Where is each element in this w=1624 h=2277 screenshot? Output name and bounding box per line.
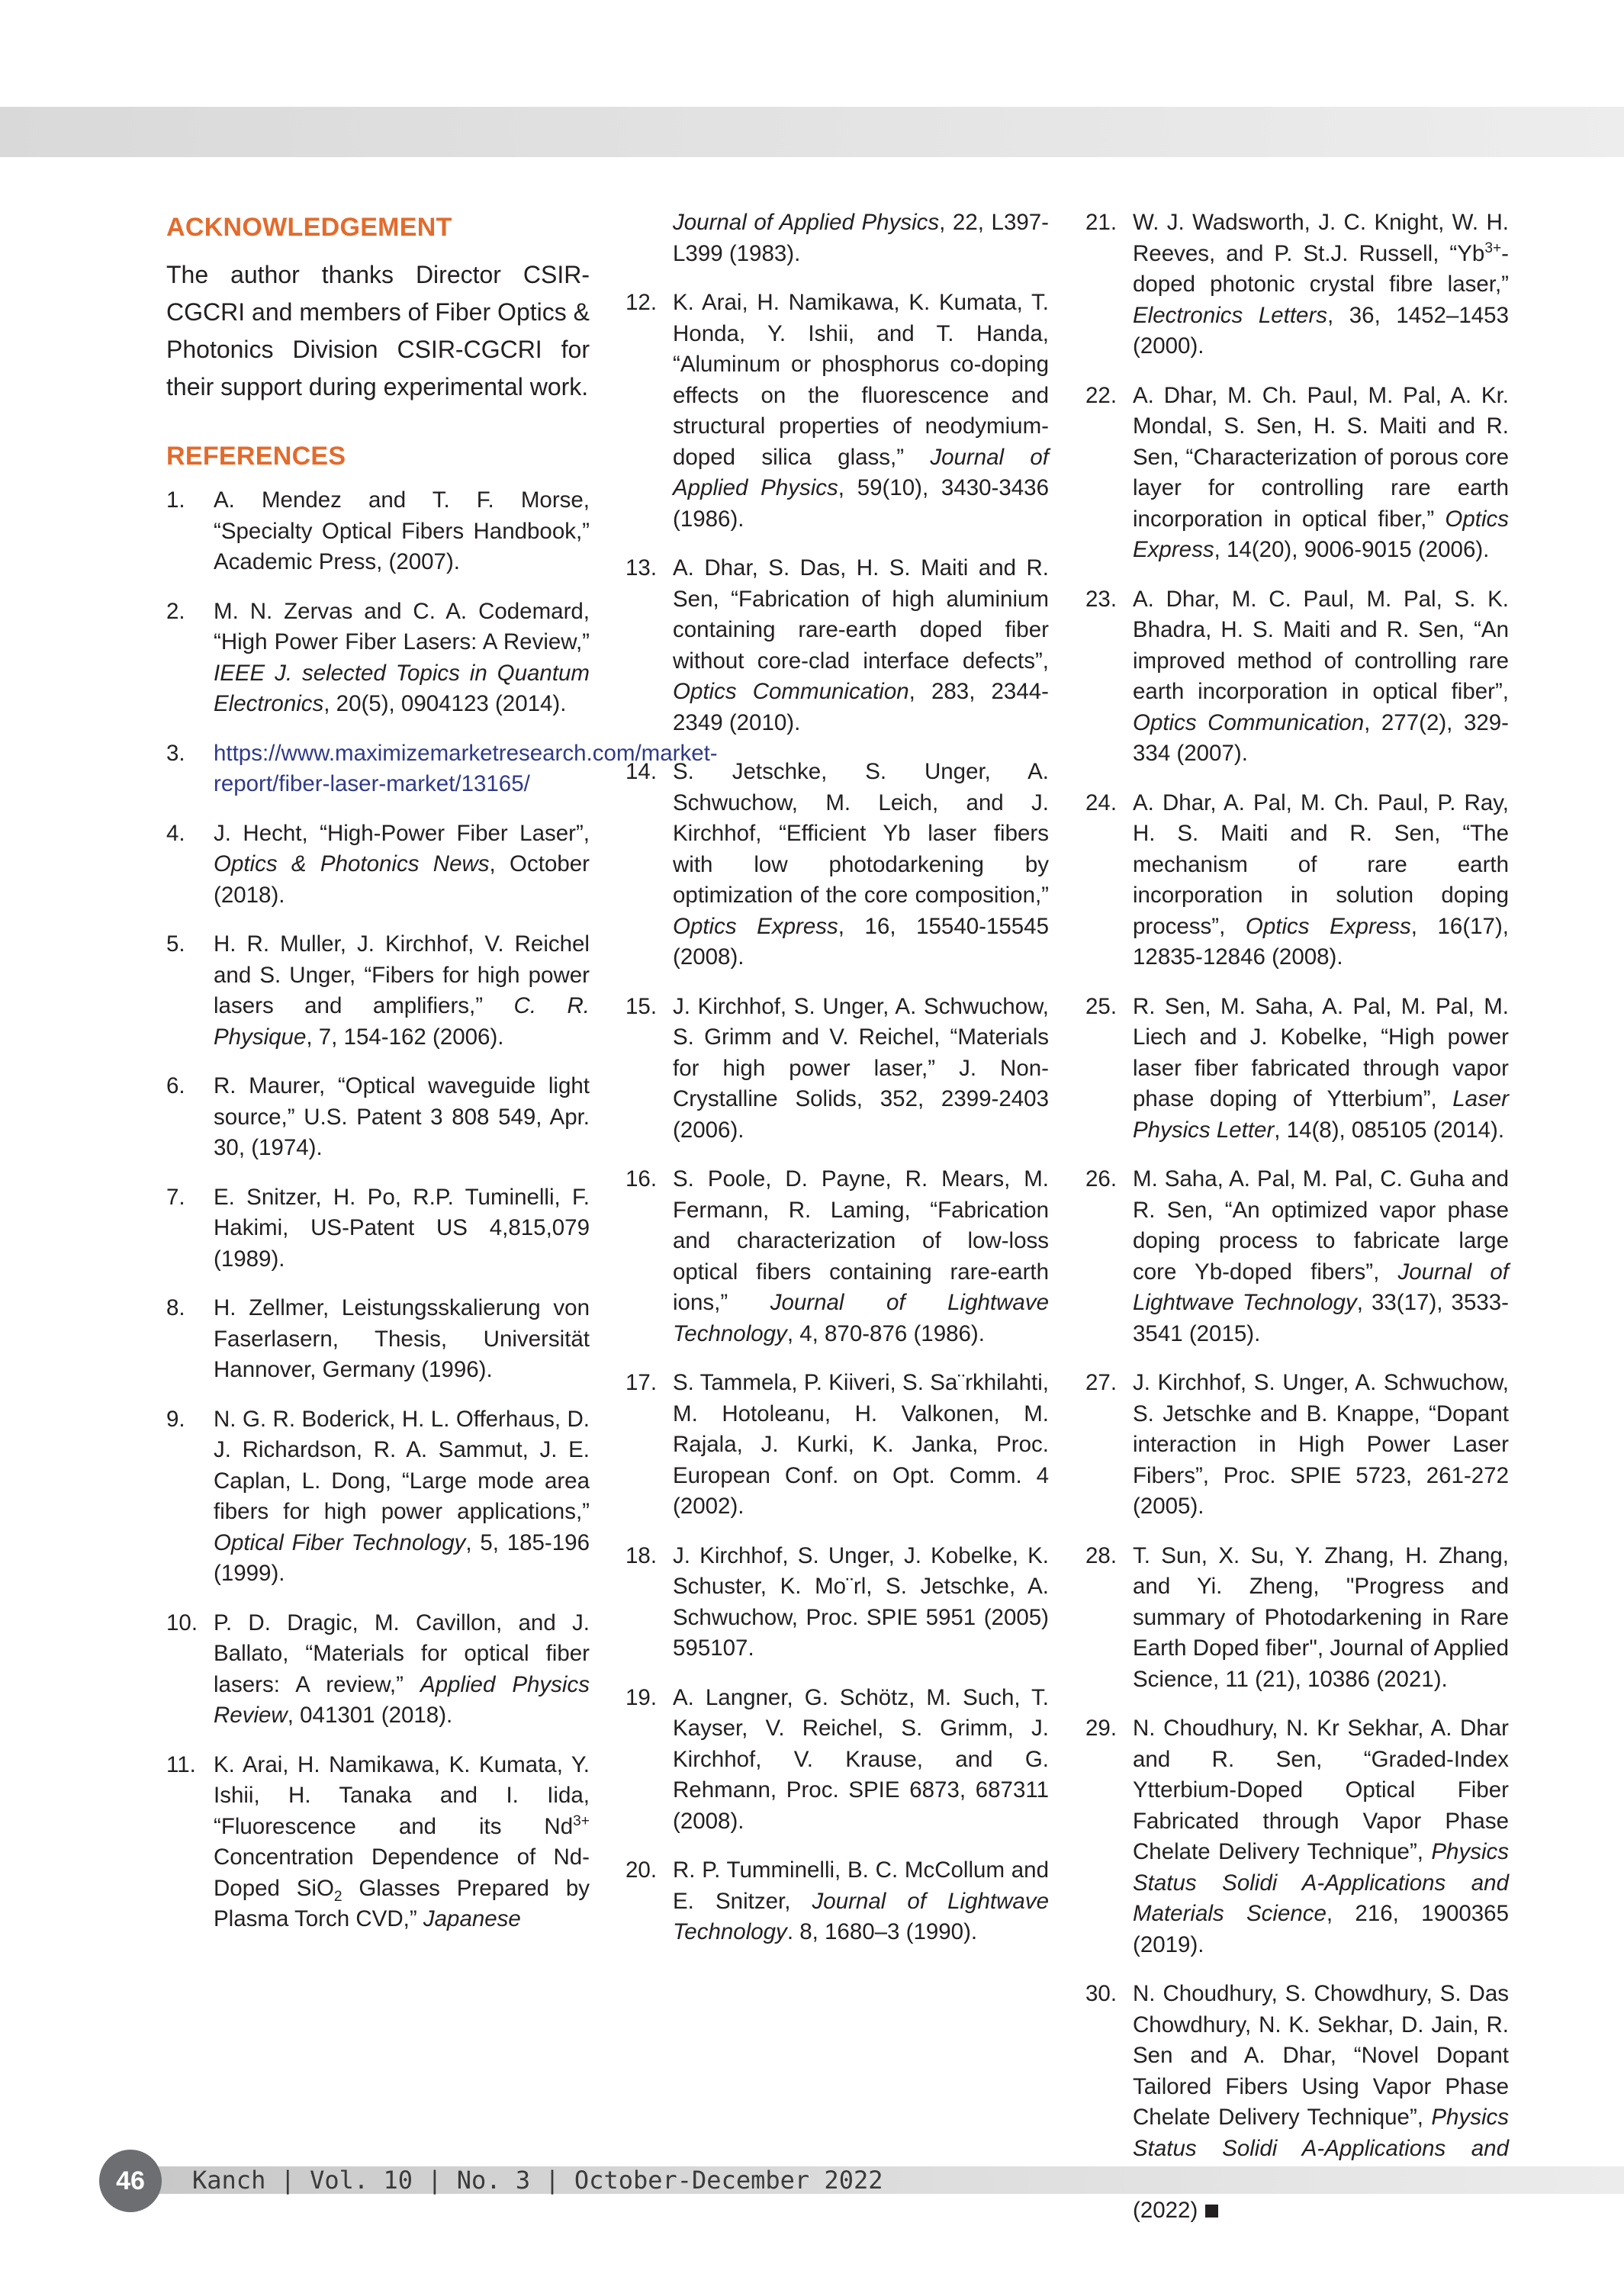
reference-item [1085, 1368, 1509, 1523]
reference-text [673, 553, 1049, 738]
reference-fragment: H. R. Muller, J. Kirchhof, V. Reichel and S. Unger, “Fibers for high power lasers and amplifiers,” [214, 931, 590, 1018]
reference-fragment: , 14(20), 9006-9015 (2006). [1214, 537, 1490, 562]
reference-fragment: Optics Communication [1133, 709, 1365, 735]
reference-item [625, 992, 1049, 1147]
reference-fragment: Japanese [423, 1906, 521, 1931]
reference-fragment: W. J. Wadsworth, J. C. Knight, W. H. Reeves, and P. St.J. Russell, “Yb [1133, 210, 1509, 266]
reference-text [1133, 1713, 1509, 1960]
reference-number: 19. [625, 1684, 658, 1710]
reference-fragment: , 5, 185-196 (1999). [214, 1529, 590, 1586]
reference-text [1133, 1164, 1509, 1349]
reference-fragment: Journal of Lightwave Technology [673, 1290, 1049, 1346]
reference-fragment: Optics Express [1133, 506, 1509, 562]
reference-number: 28. [1085, 1542, 1118, 1568]
reference-number: 29. [1085, 1716, 1118, 1741]
reference-item [166, 818, 590, 912]
end-of-article-mark [1205, 2205, 1218, 2218]
reference-item [166, 1293, 590, 1386]
reference-text [673, 1541, 1049, 1664]
reference-text [1133, 381, 1509, 566]
reference-text [673, 288, 1049, 535]
reference-item [166, 1404, 590, 1590]
reference-fragment: J. Hecht, “High-Power Fiber Laser”, [214, 820, 590, 846]
reference-number: 15. [625, 993, 658, 1019]
reference-fragment: S. Tammela, P. Kiiveri, S. Sa¨rkhilahti, M. Hotoleanu, H. Valkonen, M. Rajala, J. Kurki, K. Janka, Proc. European Conf. on Opt. Comm. 4 (2002). [673, 1370, 1049, 1519]
reference-text [1133, 992, 1509, 1147]
reference-fragment: S. Poole, D. Payne, R. Mears, M. Fermann, R. Laming, “Fabrication and characterization of low-loss optical fibers containing rare-earth ions,” [673, 1166, 1049, 1315]
reference-fragment: R. Sen, M. Saha, A. Pal, M. Pal, M. Liech and J. Kobelke, “High power laser fiber fabricated through vapor phase doping of Ytterbium”, [1133, 993, 1509, 1111]
reference-continuation [673, 207, 1049, 269]
reference-fragment: (2022) [1133, 2197, 1198, 2223]
reference-item [166, 1750, 590, 1935]
reference-number: 13. [625, 555, 658, 581]
reference-number: 11. [166, 1751, 196, 1777]
reference-fragment: R. Maurer, “Optical waveguide light source,” U.S. Patent 3 808 549, Apr. 30, (1974). [214, 1073, 590, 1160]
reference-text [214, 1071, 590, 1164]
reference-fragment: , 283, 2344-2349 (2010). [673, 679, 1049, 735]
reference-fragment: N. Choudhury, N. Kr Sekhar, A. Dhar and R. Sen, “Graded-Index Ytterbium-Doped Optical Fiber Fabricated through Vapor Phase Chelate Delivery Technique”, [1133, 1716, 1509, 1864]
reference-item [166, 1608, 590, 1732]
reference-fragment: J. Kirchhof, S. Unger, A. Schwuchow, S. Jetschke and B. Knappe, “Dopant interaction in High Power Laser Fibers”, Proc. SPIE 5723, 261-272 (2005). [1133, 1370, 1509, 1519]
header-band [0, 107, 1624, 157]
reference-fragment: , 16(17), 12835-12846 (2008). [1133, 913, 1509, 970]
reference-text [1133, 584, 1509, 770]
reference-text [214, 597, 590, 720]
reference-fragment: , 277(2), 329-334 (2007). [1133, 709, 1509, 766]
reference-text [1133, 1541, 1509, 1696]
reference-number: 3. [166, 740, 185, 766]
reference-text [214, 1404, 590, 1590]
journal-info: Kanch | Vol. 10 | No. 3 | October-December 2022 [192, 2166, 883, 2195]
reference-item [625, 1164, 1049, 1349]
reference-fragment: Journal of Lightwave Technology [1133, 1259, 1509, 1315]
reference-fragment: Optical Fiber Technology [214, 1529, 466, 1555]
reference-fragment: -doped photonic crystal fibre laser,” [1133, 240, 1509, 297]
reference-text [214, 929, 590, 1053]
reference-number: 16. [625, 1166, 658, 1192]
reference-text [1133, 1368, 1509, 1523]
reference-item [625, 553, 1049, 738]
reference-fragment: IEEE J. selected Topics in Quantum Electronics [214, 660, 590, 716]
reference-item [625, 1541, 1049, 1664]
reference-fragment: R. P. Tumminelli, B. C. McCollum and E. Snitzer, [673, 1857, 1049, 1914]
reference-item [1085, 207, 1509, 362]
reference-fragment: Journal of Applied Physics [673, 444, 1050, 500]
reference-fragment: 2 [333, 1888, 342, 1905]
reference-text [673, 992, 1049, 1147]
reference-item [1085, 992, 1509, 1147]
reference-fragment: Physics Status Solidi A-Applications and [1133, 2105, 1509, 2161]
reference-fragment: A. Dhar, M. C. Paul, M. Pal, S. K. Bhadra, H. S. Maiti and R. Sen, “An improved method of controlling rare earth incorporation in optical fiber”, [1133, 586, 1509, 704]
reference-number: 7. [166, 1184, 185, 1210]
column-3 [1085, 207, 1509, 2244]
reference-item [625, 288, 1049, 535]
reference-fragment: Glasses Prepared by Plasma Torch CVD,” [214, 1875, 590, 1931]
reference-fragment: , 7, 154-162 (2006). [306, 1024, 504, 1050]
reference-fragment: K. Arai, H. Namikawa, K. Kumata, T. Honda, Y. Ishii, and T. Handa, “Aluminum or phosphorus co-doping effects on the fluorescence and structural properties of neodymium-doped silica glass,” [673, 290, 1049, 470]
acknowledgement-heading: ACKNOWLEDGEMENT [166, 213, 452, 242]
reference-fragment: , 041301 (2018). [287, 1703, 453, 1728]
reference-fragment: K. Arai, H. Namikawa, K. Kumata, Y. Ishii, H. Tanaka and I. Iida, “Fluorescence and its Nd [214, 1751, 590, 1839]
reference-fragment: . 8, 1680–3 (1990). [786, 1919, 978, 1944]
reference-fragment: 3+ [1484, 240, 1502, 256]
reference-item [166, 597, 590, 720]
reference-number: 9. [166, 1406, 185, 1432]
reference-fragment: E. Snitzer, H. Po, R.P. Tuminelli, F. Hakimi, US-Patent US 4,815,079 (1989). [214, 1184, 590, 1272]
reference-item [625, 757, 1049, 973]
reference-text [214, 485, 590, 578]
reference-text [214, 1750, 590, 1935]
reference-text [673, 1683, 1049, 1838]
reference-list-col3 [1085, 207, 1509, 2226]
reference-fragment: Laser Physics Letter [1133, 1086, 1509, 1143]
reference-fragment: , 59(10), 3430-3436 (1986). [673, 475, 1049, 532]
reference-link[interactable]: https://www.maximizemarketresearch.com/market-report/fiber-laser-market/13165/ [214, 740, 718, 796]
reference-number: 27. [1085, 1370, 1118, 1395]
reference-fragment: , October (2018). [214, 851, 590, 908]
reference-item [1085, 1713, 1509, 1960]
reference-number: 4. [166, 820, 185, 846]
reference-fragment: A. Mendez and T. F. Morse, “Specialty Optical Fibers Handbook,” Academic Press, (2007). [214, 487, 590, 574]
reference-number: 30. [1085, 1981, 1118, 2006]
reference-fragment: Optics Communication [673, 679, 909, 704]
reference-text [1133, 788, 1509, 973]
reference-fragment: A. Dhar, S. Das, H. S. Maiti and R. Sen, “Fabrication of high aluminium containing rare-earth doped fiber without core-clad interface defects”, [673, 555, 1049, 674]
reference-text [1133, 207, 1509, 362]
reference-fragment: A. Dhar, A. Pal, M. Ch. Paul, P. Ray, H. S. Maiti and R. Sen, “The mechanism of rare earth incorporation in solution doping process”, [1133, 790, 1509, 939]
reference-fragment: , 33(17), 3533-3541 (2015). [1133, 1290, 1509, 1346]
reference-fragment: , 22, L397-L399 (1983). [673, 210, 1049, 266]
reference-fragment: Electronics Letters [1133, 302, 1328, 328]
reference-text [673, 1855, 1049, 1948]
reference-text [673, 757, 1049, 973]
reference-number: 17. [625, 1370, 658, 1395]
reference-number: 2. [166, 598, 185, 624]
reference-number: 21. [1085, 210, 1118, 235]
reference-fragment: Journal of Applied Physics [673, 210, 940, 235]
column-2 [625, 207, 1049, 1967]
acknowledgement-body: The author thanks Director CSIR-CGCRI and members of Fiber Optics & Photonics Division CSIR-CGCRI for their support during experimental work. [166, 261, 590, 400]
reference-number: 5. [166, 931, 185, 957]
reference-item [1085, 1164, 1509, 1349]
reference-number: 20. [625, 1857, 658, 1883]
reference-item [625, 1368, 1049, 1523]
reference-item [625, 1683, 1049, 1838]
reference-fragment: , 20(5), 0904123 (2014). [323, 691, 567, 716]
reference-fragment: P. D. Dragic, M. Cavillon, and J. Ballato, “Materials for optical fiber lasers: A review,” [214, 1610, 590, 1697]
reference-fragment: T. Sun, X. Su, Y. Zhang, H. Zhang, and Yi. Zheng, "Progress and summary of Photodarkening in Rare Earth Doped fiber", Journal of Applied Science, 11 (21), 10386 (2021). [1133, 1542, 1509, 1692]
reference-number: 23. [1085, 586, 1118, 612]
reference-item [1085, 788, 1509, 973]
reference-item [166, 1071, 590, 1164]
reference-fragment: Optics Express [673, 913, 838, 939]
reference-fragment: , 216, 1900365 (2019). [1133, 1901, 1509, 1957]
reference-item [166, 929, 590, 1053]
reference-fragment: , 4, 870-876 (1986). [786, 1320, 985, 1346]
reference-number: 22. [1085, 382, 1118, 408]
reference-text [673, 1164, 1049, 1349]
reference-number: 6. [166, 1073, 185, 1098]
reference-text [673, 210, 1049, 266]
reference-fragment: , 14(8), 085105 (2014). [1274, 1117, 1505, 1143]
reference-text [673, 1368, 1049, 1523]
reference-fragment: Optics & Photonics News [214, 851, 490, 876]
reference-item [1085, 381, 1509, 566]
reference-fragment: N. G. R. Boderick, H. L. Offerhaus, D. J. Richardson, R. A. Sammut, J. E. Caplan, L. Dong, “Large mode area fibers for high power applications,” [214, 1406, 590, 1524]
reference-fragment: Physics Status Solidi A-Applications and Materials Science [1133, 1839, 1509, 1926]
reference-fragment: N. Choudhury, S. Chowdhury, S. Das Chowdhury, N. K. Sekhar, D. Jain, R. Sen and A. Dhar, “Novel Dopant Tailored Fibers Using Vapor Phase Chelate Delivery Technique”, [1133, 1981, 1509, 2130]
reference-number: 24. [1085, 790, 1118, 815]
reference-number: 1. [166, 487, 185, 513]
reference-fragment: J. Kirchhof, S. Unger, J. Kobelke, K. Schuster, K. Mo¨rl, S. Jetschke, A. Schwuchow, Proc. SPIE 5951 (2005) 595107. [673, 1542, 1049, 1661]
reference-fragment: A. Dhar, M. Ch. Paul, M. Pal, A. Kr. Mondal, S. Sen, H. S. Maiti and R. Sen, “Characterization of porous core layer for controlling rare earth incorporation in optical fiber,” [1133, 382, 1509, 532]
reference-text [214, 818, 590, 912]
reference-fragment: A. Langner, G. Schötz, M. Such, T. Kayser, V. Reichel, S. Grimm, J. Kirchhof, V. Krause, and G. Rehmann, Proc. SPIE 6873, 687311 (2008). [673, 1684, 1049, 1834]
reference-fragment: H. Zellmer, Leistungsskalierung von Faserlasern, Thesis, Universität Hannover, Germany (1996). [214, 1295, 590, 1382]
reference-item [1085, 584, 1509, 770]
reference-fragment: Optics Express [1245, 913, 1411, 939]
reference-fragment: , 36, 1452–1453 (2000). [1133, 302, 1509, 359]
reference-fragment: J. Kirchhof, S. Unger, A. Schwuchow, S. Grimm and V. Reichel, “Materials for high power laser,” J. Non-Crystalline Solids, 352, 2399-2403 (2006). [673, 993, 1049, 1143]
reference-item [166, 1182, 590, 1275]
references-heading: REFERENCES [166, 442, 346, 471]
reference-number: 18. [625, 1542, 658, 1568]
reference-fragment: , 16, 15540-15545 (2008). [673, 913, 1049, 970]
reference-number: 14. [625, 759, 658, 784]
reference-number: 25. [1085, 993, 1118, 1019]
page-number: 46 [99, 2150, 162, 2212]
reference-list-col2 [625, 207, 1049, 1948]
reference-fragment: C. R. Physique [214, 993, 590, 1050]
reference-item [625, 1855, 1049, 1948]
reference-fragment: M. N. Zervas and C. A. Codemard, “High Power Fiber Lasers: A Review,” [214, 598, 590, 654]
reference-fragment: Applied Physics Review [214, 1671, 590, 1728]
reference-fragment: 3+ [573, 1812, 590, 1829]
reference-item [1085, 1541, 1509, 1696]
reference-text [214, 1293, 590, 1386]
reference-fragment: S. Jetschke, S. Unger, A. Schwuchow, M. Leich, and J. Kirchhof, “Efficient Yb laser fibers with low photodarkening by optimization of the core composition,” [673, 759, 1049, 908]
reference-number: 26. [1085, 1166, 1118, 1192]
reference-item [166, 485, 590, 578]
reference-fragment: M. Saha, A. Pal, M. Pal, C. Guha and R. Sen, “An optimized vapor phase doping process to fabricate large core Yb-doped fibers”, [1133, 1166, 1509, 1285]
reference-number: 10. [166, 1610, 198, 1635]
reference-number: 8. [166, 1295, 185, 1320]
reference-fragment: Journal of Lightwave Technology [673, 1888, 1049, 1944]
reference-fragment: Concentration Dependence of Nd-Doped SiO [214, 1844, 590, 1901]
reference-text [214, 1182, 590, 1275]
reference-text [214, 1608, 590, 1732]
reference-number: 12. [625, 290, 658, 315]
